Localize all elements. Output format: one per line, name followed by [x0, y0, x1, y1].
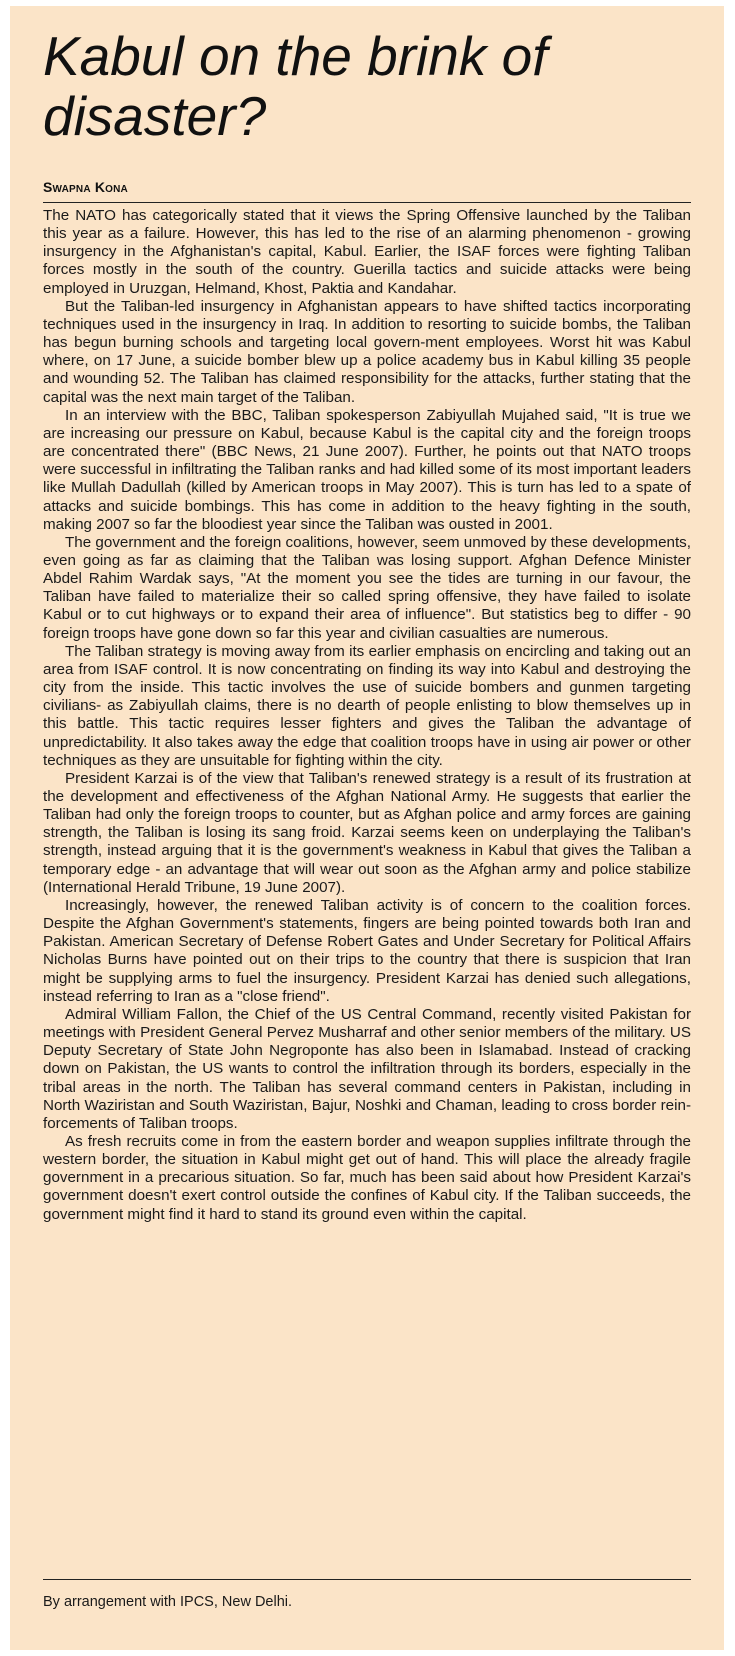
author-byline: Swapna Kona — [43, 179, 128, 195]
paragraph: The government and the foreign coalitions, however, seem unmoved by these developments, even going as far as claiming that the Taliban was losing support. Afghan Defence Minister Abdel Rahim Wardak says, "At the moment you see the tides are turning in our favour, the Taliban have failed to materialize their so called spring offensive, they have failed to isolate Kabul or to cut highways or to expand their area of influence". But statistics beg to differ - 90 foreign troops have gone down so far this year and civilian casualties are numerous. — [43, 533, 691, 642]
paragraph: But the Taliban-led insurgency in Afghanistan appears to have shifted tactics incorporating techniques used in the insurgency in Iraq. In addition to resorting to suicide bombs, the Taliban has begun burning schools and targeting local govern-ment employees. Worst hit was Kabul where, on 17 June, a suicide bomber blew up a police academy bus in Kabul killing 35 people and wounding 52. The Taliban has claimed responsibility for the attacks, further stating that the capital was the next main target of the Taliban. — [43, 297, 691, 406]
paragraph: As fresh recruits come in from the eastern border and weapon supplies infiltrate through the western border, the situation in Kabul might get out of hand. This will place the already fragile government in a precarious situation. So far, much has been said about how President Karzai's government doesn't exert control outside the confines of Kabul city. If the Taliban succeeds, the government might find it hard to stand its ground even within the capital. — [43, 1132, 691, 1223]
article-title: Kabul on the brink of disaster? — [43, 25, 548, 147]
paragraph: The NATO has categorically stated that it views the Spring Offensive launched by the Taliban this year as a failure. However, this has led to the rise of an alarming phenomenon - growing insurgency in the Afghanistan's capital, Kabul. Earlier, the ISAF forces were fighting Taliban forces mostly in the south of the country. Guerilla tactics and suicide attacks were being employed in Uruzgan, Helmand, Khost, Paktia and Kandahar. — [43, 207, 691, 297]
paragraph: Admiral William Fallon, the Chief of the US Central Command, recently visited Pakistan for meetings with President General Pervez Musharraf and other senior members of the military. US Deputy Secretary of State John Negroponte has also been in Islamabad. Instead of cracking down on Pakistan, the US wants to control the infiltration through its borders, especially in the tribal areas in the north. The Taliban has several command centers in Pakistan, including in North Waziristan and South Waziristan, Bajur, Noshki and Chaman, leading to cross border rein-forcements of Taliban troops. — [43, 1005, 691, 1132]
top-divider — [43, 202, 691, 203]
source-credit: By arrangement with IPCS, New Delhi. — [43, 1594, 293, 1610]
article-page — [10, 6, 724, 1650]
bottom-divider — [43, 1579, 691, 1580]
paragraph: Increasingly, however, the renewed Taliban activity is of concern to the coalition forces. Despite the Afghan Government's statements, fingers are being pointed towards both Iran and Pakistan. American Secretary of Defense Robert Gates and Under Secretary for Political Affairs Nicholas Burns have pointed out on their trips to the country that there is suspicion that Iran might be supplying arms to fuel the insurgency. President Karzai has denied such allegations, instead referring to Iran as a "close friend". — [43, 896, 691, 1005]
paragraph: In an interview with the BBC, Taliban spokesperson Zabiyullah Mujahed said, "It is true we are increasing our pressure on Kabul, because Kabul is the capital city and the foreign troops are concentrated there" (BBC News, 21 June 2007). Further, he points out that NATO troops were successful in infiltrating the Taliban ranks and had killed some of its most important leaders like Mullah Dadullah (killed by American troops in May 2007). This is turn has led to a spate of attacks and suicide bombings. This has come in addition to the heavy fighting in the south, making 2007 so far the bloodiest year since the Taliban was ousted in 2001. — [43, 406, 691, 533]
article-body — [43, 207, 691, 1224]
paragraph: The Taliban strategy is moving away from its earlier emphasis on encircling and taking out an area from ISAF control. It is now concentrating on finding its way into Kabul and destroying the city from the inside. This tactic involves the use of suicide bombers and gunmen targeting civilians- as Zabiyullah claims, there is no dearth of people enlisting to blow themselves up in this battle. This tactic requires lesser fighters and gives the Taliban the advantage of unpredictability. It also takes away the edge that coalition troops have in using air power or other techniques as they are unsuitable for fighting within the city. — [43, 642, 691, 769]
paragraph: President Karzai is of the view that Taliban's renewed strategy is a result of its frustration at the development and effectiveness of the Afghan National Army. He suggests that earlier the Taliban had only the foreign troops to counter, but as Afghan police and army forces are gaining strength, the Taliban is losing its sang froid. Karzai seems keen on underplaying the Taliban's strength, instead arguing that it is the government's weakness in Kabul that gives the Taliban a temporary edge - an advantage that will wear out soon as the Afghan army and police stabilize (International Herald Tribune, 19 June 2007). — [43, 769, 691, 896]
